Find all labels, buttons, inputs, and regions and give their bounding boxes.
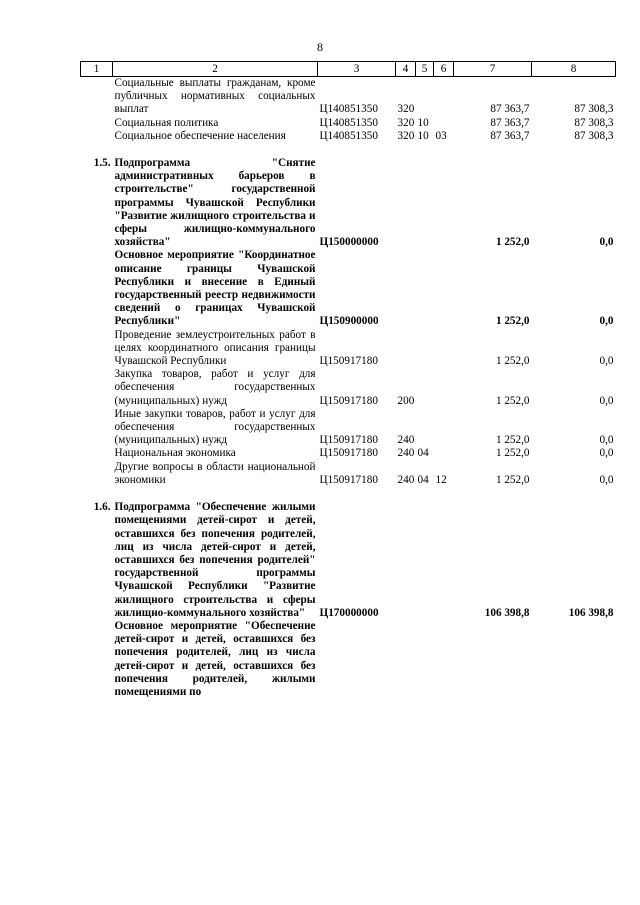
column-header: 3 xyxy=(318,62,396,77)
subsection-code xyxy=(434,329,454,369)
subsection-code xyxy=(434,117,454,130)
row-name: Проведение землеустроительных работ в целях координатного описания границы Чувашской Республики xyxy=(114,328,316,368)
expense-type xyxy=(396,501,416,620)
row-number xyxy=(81,329,113,369)
amount-col7: 87 363,7 xyxy=(490,103,530,116)
subsection-code xyxy=(434,249,454,328)
row-number xyxy=(81,447,113,460)
row-name: Основное мероприятие "Обеспечение детей-сирот и детей, оставшихся без попечения родителей, лиц из числа детей-сирот и детей, оставшихся без попечения родителей, жилыми помещениями по xyxy=(114,619,316,698)
amount-col8: 0,0 xyxy=(599,315,614,328)
expense-type xyxy=(396,157,416,249)
target-code: Ц150917180 xyxy=(319,447,378,460)
expense-type: 200 xyxy=(397,394,415,407)
row-number: 1.5. xyxy=(93,157,111,170)
amount-col7: 1 252,0 xyxy=(495,434,530,447)
expense-type: 240 xyxy=(397,447,415,460)
amount-col7: 1 252,0 xyxy=(495,447,530,460)
expense-type: 320 xyxy=(397,116,415,129)
row-name: Социальная политика xyxy=(114,116,219,129)
amount-col7: 106 398,8 xyxy=(484,606,530,619)
row-number xyxy=(81,620,113,699)
table-row xyxy=(81,461,616,487)
row-name: Социальные выплаты гражданам, кроме публичных нормативных социальных выплат xyxy=(114,77,316,116)
target-code: Ц150917180 xyxy=(319,355,378,368)
row-number xyxy=(81,368,113,408)
column-header: 7 xyxy=(454,62,532,77)
column-number-row xyxy=(81,62,616,77)
subsection-code: 03 xyxy=(435,129,447,142)
table-row xyxy=(81,130,616,143)
amount-col8: 0,0 xyxy=(599,355,614,368)
subsection-code xyxy=(434,368,454,408)
amount-col7: 1 252,0 xyxy=(495,355,530,368)
amount-col8: 87 308,3 xyxy=(574,129,614,142)
subsection-code xyxy=(434,447,454,460)
row-name: Подпрограмма "Обеспечение жилыми помещениями детей-сирот и детей, оставшихся без попечения родителей, лиц из числа детей-сирот и детей, оставшихся без попечения родителей" государственной программы Чувашской Республики "Развитие жилищного строительства и сферы жилищно-коммунального хозяйства" xyxy=(114,501,316,619)
table-row xyxy=(81,77,616,117)
expense-type xyxy=(396,329,416,369)
amount-col8: 0,0 xyxy=(599,236,614,249)
row-spacer xyxy=(81,143,616,157)
section-code xyxy=(416,157,434,249)
subsection-code xyxy=(434,408,454,448)
target-code: Ц150917180 xyxy=(319,473,378,486)
table-row xyxy=(81,329,616,369)
subsection-code xyxy=(434,501,454,620)
column-header: 6 xyxy=(434,62,454,77)
table-row xyxy=(81,447,616,460)
row-name: Подпрограмма "Снятие административных барьеров в строительстве" государственной программы Чувашской Республики "Развитие жилищного строительства и сферы жилищно-коммунального хозяйства" xyxy=(114,157,316,249)
target-code: Ц170000000 xyxy=(319,606,379,619)
section-code xyxy=(416,501,434,620)
row-number xyxy=(81,117,113,130)
section-code: 10 xyxy=(417,116,429,129)
column-header: 8 xyxy=(532,62,616,77)
page-number: 8 xyxy=(317,40,323,54)
section-code: 10 xyxy=(417,129,429,142)
table-row xyxy=(81,117,616,130)
column-header: 1 xyxy=(81,62,113,77)
table-row xyxy=(81,368,616,408)
amount-col7: 1 252,0 xyxy=(495,236,530,249)
target-code: Ц150900000 xyxy=(319,315,379,328)
amount-col7: 87 363,7 xyxy=(490,116,530,129)
subsection-code xyxy=(434,620,454,699)
expense-type: 320 xyxy=(397,103,415,116)
target-code: Ц140851350 xyxy=(319,103,378,116)
amount-col8 xyxy=(532,620,616,699)
row-number xyxy=(81,408,113,448)
row-name: Основное мероприятие "Координатное описание границы Чувашской Республики и внесение в Единый государственный реестр недвижимости сведений о границах Чувашской Республики" xyxy=(114,249,316,328)
row-name: Закупка товаров, работ и услуг для обеспечения государственных (муниципальных) нужд xyxy=(114,368,316,407)
budget-table xyxy=(80,61,616,699)
target-code: Ц150917180 xyxy=(319,434,378,447)
column-header: 4 xyxy=(396,62,416,77)
section-code xyxy=(416,620,434,699)
table-row xyxy=(81,408,616,448)
row-number xyxy=(81,130,113,143)
table-row xyxy=(81,620,616,699)
section-code xyxy=(416,408,434,448)
row-number xyxy=(81,249,113,328)
target-code xyxy=(318,620,396,699)
target-code: Ц150000000 xyxy=(319,236,379,249)
expense-type xyxy=(396,249,416,328)
row-number: 1.6. xyxy=(93,501,111,514)
row-name: Социальное обеспечение населения xyxy=(114,129,286,142)
amount-col8: 0,0 xyxy=(599,473,614,486)
section-code xyxy=(416,77,434,117)
row-number xyxy=(81,77,113,117)
amount-col8: 87 308,3 xyxy=(574,103,614,116)
amount-col7: 1 252,0 xyxy=(495,394,530,407)
section-code xyxy=(416,249,434,328)
subsection-code: 12 xyxy=(435,473,447,486)
amount-col8: 0,0 xyxy=(599,447,614,460)
amount-col7: 1 252,0 xyxy=(495,473,530,486)
row-name: Иные закупки товаров, работ и услуг для обеспечения государственных (муниципальных) нужд xyxy=(114,407,316,447)
row-number xyxy=(81,461,113,487)
table-row xyxy=(81,501,616,620)
target-code: Ц150917180 xyxy=(319,394,378,407)
target-code: Ц140851350 xyxy=(319,116,378,129)
section-code: 04 xyxy=(417,447,429,460)
column-header: 2 xyxy=(113,62,318,77)
amount-col7: 87 363,7 xyxy=(490,129,530,142)
table-row xyxy=(81,249,616,328)
table-row xyxy=(81,157,616,249)
subsection-code xyxy=(434,77,454,117)
expense-type: 240 xyxy=(397,473,415,486)
amount-col8: 87 308,3 xyxy=(574,116,614,129)
row-name: Другие вопросы в области национальной экономики xyxy=(114,460,316,486)
section-code: 04 xyxy=(417,473,429,486)
expense-type: 320 xyxy=(397,129,415,142)
amount-col7 xyxy=(454,620,532,699)
row-name: Национальная экономика xyxy=(114,447,236,460)
amount-col8: 106 398,8 xyxy=(568,606,614,619)
amount-col7: 1 252,0 xyxy=(495,315,530,328)
row-spacer xyxy=(81,487,616,501)
amount-col8: 0,0 xyxy=(599,394,614,407)
section-code xyxy=(416,368,434,408)
subsection-code xyxy=(434,157,454,249)
section-code xyxy=(416,329,434,369)
target-code: Ц140851350 xyxy=(319,129,378,142)
expense-type xyxy=(396,620,416,699)
column-header: 5 xyxy=(416,62,434,77)
expense-type: 240 xyxy=(397,434,415,447)
amount-col8: 0,0 xyxy=(599,434,614,447)
